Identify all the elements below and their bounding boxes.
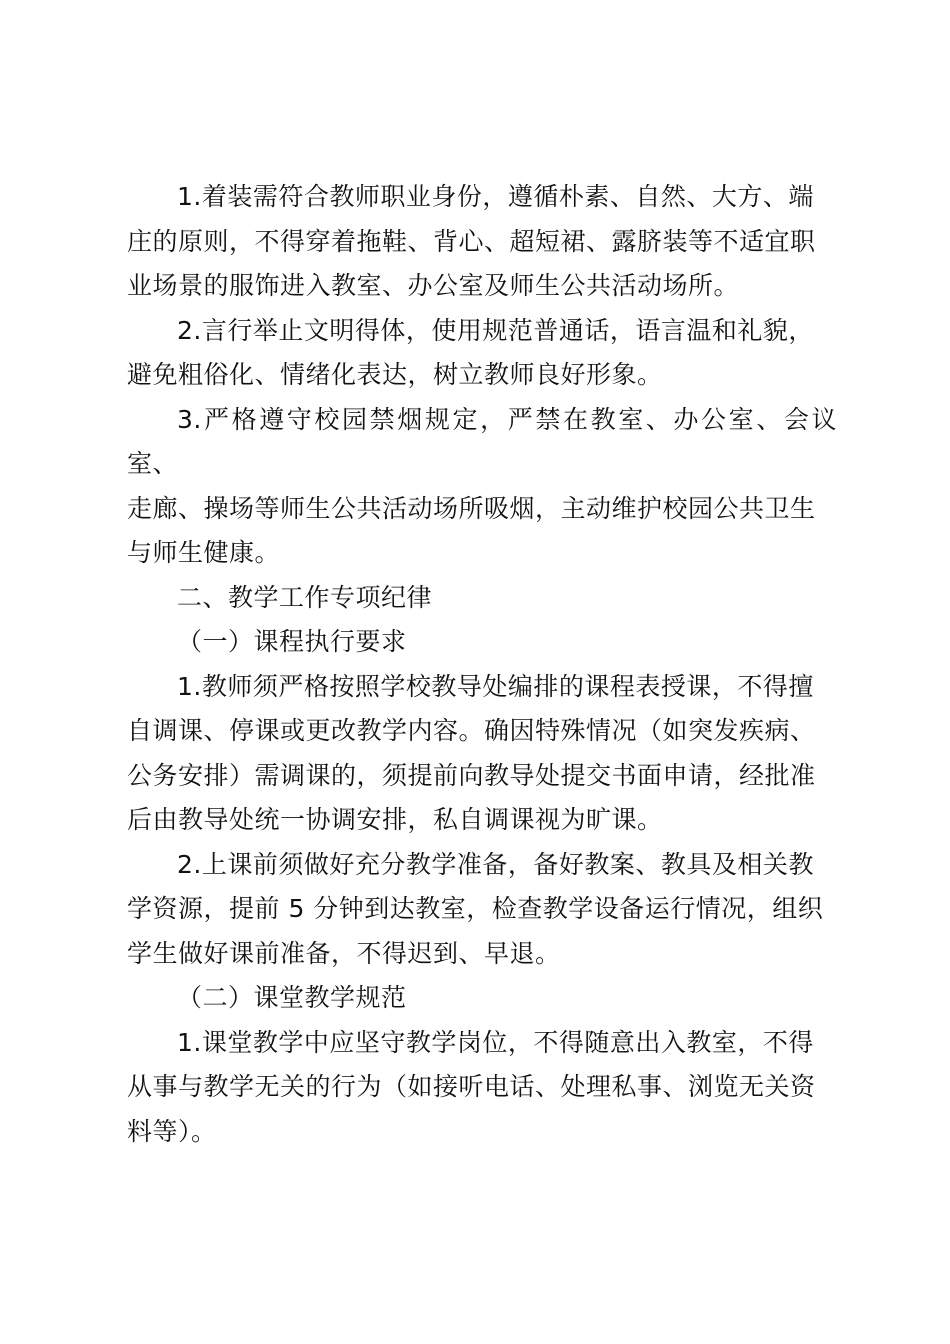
paragraph-no-smoking: 3.严格遵守校园禁烟规定，严禁在教室、办公室、会议室、 走廊、操场等师生公共活动场所吸烟，主动维护校园公共卫生 与师生健康。 xyxy=(127,404,837,567)
section-heading-teaching-discipline: 二、教学工作专项纪律 xyxy=(177,582,433,612)
paragraph-dress-code: 1.着装需符合教师职业身份，遵循朴素、自然、大方、端 庄的原则，不得穿着拖鞋、背心、超短裙、露脐装等不适宜职 业场景的服饰进入教室、办公室及师生公共活动场所。 xyxy=(127,182,816,300)
subsection-heading-course-execution: （一）课程执行要求 xyxy=(177,627,407,656)
subsection-heading-classroom-norms: （二）课堂教学规范 xyxy=(177,983,407,1012)
document-body xyxy=(127,175,837,1154)
paragraph-class-preparation: 2.上课前须做好充分教学准备，备好教案、教具及相关教 学资源，提前 5 分钟到达教室，检查教学设备运行情况，组织 学生做好课前准备，不得迟到、早退。 xyxy=(127,849,824,968)
paragraph-classroom-conduct: 1.课堂教学中应坚守教学岗位，不得随意出入教室，不得 从事与教学无关的行为（如接听电话、处理私事、浏览无关资 料等）。 xyxy=(127,1027,816,1146)
paragraph-conduct: 2.言行举止文明得体，使用规范普通话，语言温和礼貌， 避免粗俗化、情绪化表达，树立教师良好形象。 xyxy=(127,315,814,389)
paragraph-course-schedule: 1.教师须严格按照学校教导处编排的课程表授课，不得擅 自调课、停课或更改教学内容。确因特殊情况（如突发疾病、 公务安排）需调课的，须提前向教导处提交书面申请，经批准 后由教导处统一协调安排，私自调课视为旷课。 xyxy=(127,671,816,834)
